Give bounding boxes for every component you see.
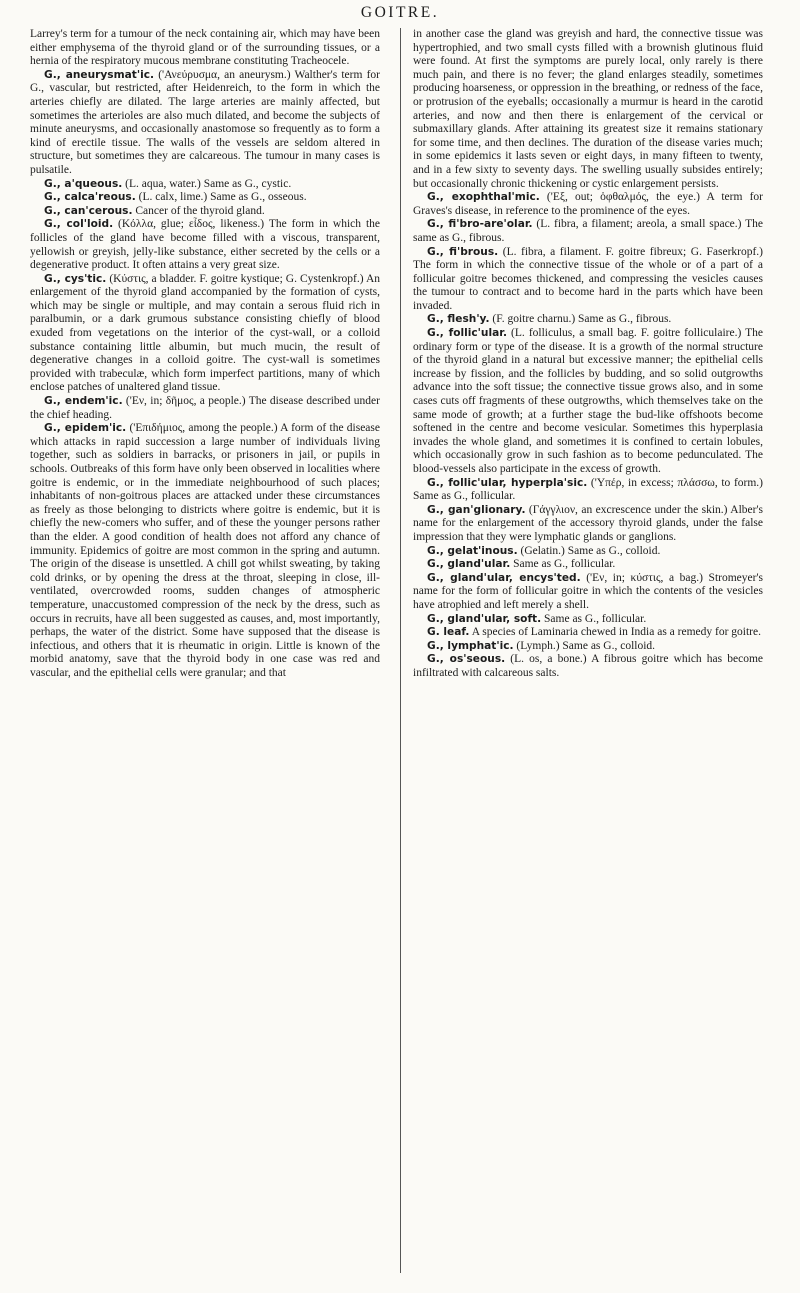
entry: Larrey's term for a tumour of the neck containing air, which may have been either emphysema of the thyroid gland or of the surrounding tissues, or a hernia of the respiratory mucous membrane constituting Tracheocele.	[30, 28, 380, 68]
entry: G., gland'ular, soft. Same as G., follicular.	[427, 612, 647, 625]
column-divider	[400, 28, 401, 1273]
entry: G., os'seous. (L. os, a bone.) A fibrous goitre which has become infiltrated with calcareous salts.	[413, 653, 764, 679]
entry: in another case the gland was greyish and hard, the connective tissue was hypertrophied, and two small cysts filled with a brownish glutinous fluid were found. At first the symptoms are purely local, only rarely is there much pain, and there is no fever; the gland enlarges steadily, sometimes producing hoarseness, or oppression in the breathing, or redness of the face, or protrusion of the eyeballs; occasionally a murmur is heard in the carotid arteries, and now and then there is enlargement of the cervical or submaxillary glands. After attaining its greatest size it remains stationary for some time, and then declines. The duration of the disease varies much; in some epidemics it lasts seven or eight days, in many fifteen to twenty, and in a few sixty to seventy days. The swelling usually subsides entirely; but occasionally chronic thickening or cystic enlargement persists.	[413, 28, 763, 190]
entry: G., fi'brous. (L. fibra, a filament. F. goitre fibreux; G. Faserkropf.) The form in which the connective tissue of the whole or of a part of a follicular goitre becomes thickened, and compressing the vesicles causes the tumour to contract and to become hard in the parts which have been invaded.	[413, 245, 764, 312]
entry: G., endem'ic. ('Εν, in; δῆμος, a people.) The disease described under the chief heading.	[30, 395, 380, 421]
entry: G., follic'ular. (L. folliculus, a small bag. F. goitre folliculaire.) The ordinary form or type of the disease. It is a growth of the normal structure of the thyroid gland in a natural but excessive manner; the epithelial cells increase by fission, and the follicles by budding, and so solid outgrowths advance into the soft tissue; the connective tissue grows also, and in some cases cuts off fragments of these outgrowths, which themselves take on the same mode of growth; at a further stage the bud-like offshoots become softened in the centre and become vesicular. Sometimes this hyperplasia invades the whole gland, and sometimes it is confined to certain lobules, which occasionally grow in such fashion as to become pedunculated. The blood-vessels also participate in the excess of growth.	[413, 327, 764, 475]
right-column	[413, 28, 763, 681]
entry: G., aneurysmat'ic. ('Ανεύρυσμα, an aneurysm.) Walther's term for G., vascular, but restricted, after Heidenreich, to the form in which the arteries chiefly are dilated. The large arteries are mainly affected, but sometimes the arterioles are also much dilated, and become the subjects of minute aneurysms, and occasionally anastomose so frequently as to form a kind of erectile tissue. The walls of the vessels are seldom altered in structure, but sometimes they are calcareous. The tumour in many cases is pulsatile.	[30, 68, 380, 176]
entry: G., flesh'y. (F. goitre charnu.) Same as G., fibrous.	[427, 313, 672, 326]
entry: G., lymphat'ic. (Lymph.) Same as G., colloid.	[427, 639, 656, 652]
entry: G., exophthal'mic. ('Εξ, out; ὀφθαλμός, the eye.) A term for Graves's disease, in reference to the prominence of the eyes.	[413, 191, 763, 217]
left-column	[30, 28, 380, 681]
entry: G., gelat'inous. (Gelatin.) Same as G., colloid.	[427, 544, 661, 557]
entry: G., calca'reous. (L. calx, lime.) Same as G., osseous.	[44, 191, 307, 204]
entry: G., gland'ular, encys'ted. ('Εν, in; κύστις, a bag.) Stromeyer's name for the form of follicular goitre in which the contents of the vesicles have atrophied and left merely a shell.	[413, 571, 764, 611]
entry: G., epidem'ic. ('Επιδήμιος, among the people.) A form of the disease which attacks in rapid succession a large number of individuals living together, such as soldiers in barracks, or prisoners in jail, or pupils in schools. Outbreaks of this form have only been observed in localities where goitre is endemic, or in the immediate neighbourhood of such places; inhabitants of non-goitrous places are attacked under these circumstances as freely as those belonging to districts where goitre is endemic, but it is chiefly the new-comers who suffer, and of these the younger persons rather than the elder. A good condition of health does not afford any chance of immunity. Epidemics of goitre are most common in the spring and autumn. The origin of the disease is unsettled. A chill got whilst sweating, by taking cold drinks, or by opening the dress at the throat, sleeping in close, ill-ventilated, overcrowded rooms, sudden changes of atmospheric temperature, unaccustomed compression of the neck by the dress, such as occurs in recruits, have all been suggested as causes, and, most importantly, perhaps, the water of the district. Some have supposed that the disease is infectious, and others that it is rheumatic in origin. Little is known of the morbid anatomy, save that the thyroid body in one case was red and vascular, and the epithelial cells were granular; and that	[30, 422, 380, 679]
entry: G., gan'glionary. (Γάγγλιον, an excrescence under the skin.) Alber's name for the enlargement of the accessory thyroid glands, under the false impression that they were lymphatic glands or ganglions.	[413, 503, 763, 543]
entry: G., fi'bro-are'olar. (L. fibra, a filament; areola, a small space.) The same as G., fibrous.	[413, 218, 763, 244]
entry: G., a'queous. (L. aqua, water.) Same as G., cystic.	[44, 177, 292, 190]
page-header: GOITRE.	[360, 4, 440, 21]
entry: G., gland'ular. Same as G., follicular.	[427, 558, 616, 571]
entry: G., follic'ular, hyperpla'sic. ('Υπέρ, in excess; πλάσσω, to form.) Same as G., follicular.	[413, 476, 763, 503]
entry: G., cys'tic. (Κύστις, a bladder. F. goitre kystique; G. Cystenkropf.) An enlargement of the thyroid gland accompanied by the formation of cysts, which may be single or multiple, and may contain a serous fluid rich in paralbumin, or a dark grumous substance consisting chiefly of blood exuded from vegetations on the interior of the cyst-wall, or a colloid substance containing little albumin, but much mucin, the result of degenerative changes in a colloid goitre. The cyst-wall is sometimes provided with trabeculæ, which form imperfect partitions, many of which enclose patches of unaltered gland tissue.	[30, 272, 381, 394]
entry: G., can'cerous. Cancer of the thyroid gland.	[44, 204, 265, 217]
entry: G., col'loid. (Κόλλα, glue; εἶδος, likeness.) The form in which the follicles of the gland have become filled with a viscous, transparent, yellowish or greyish, jelly-like substance, either secreted by the cells or a degenerative product. It often attains a very great size.	[30, 218, 380, 272]
entry: G. leaf. A species of Laminaria chewed in India as a remedy for goitre.	[427, 626, 761, 639]
